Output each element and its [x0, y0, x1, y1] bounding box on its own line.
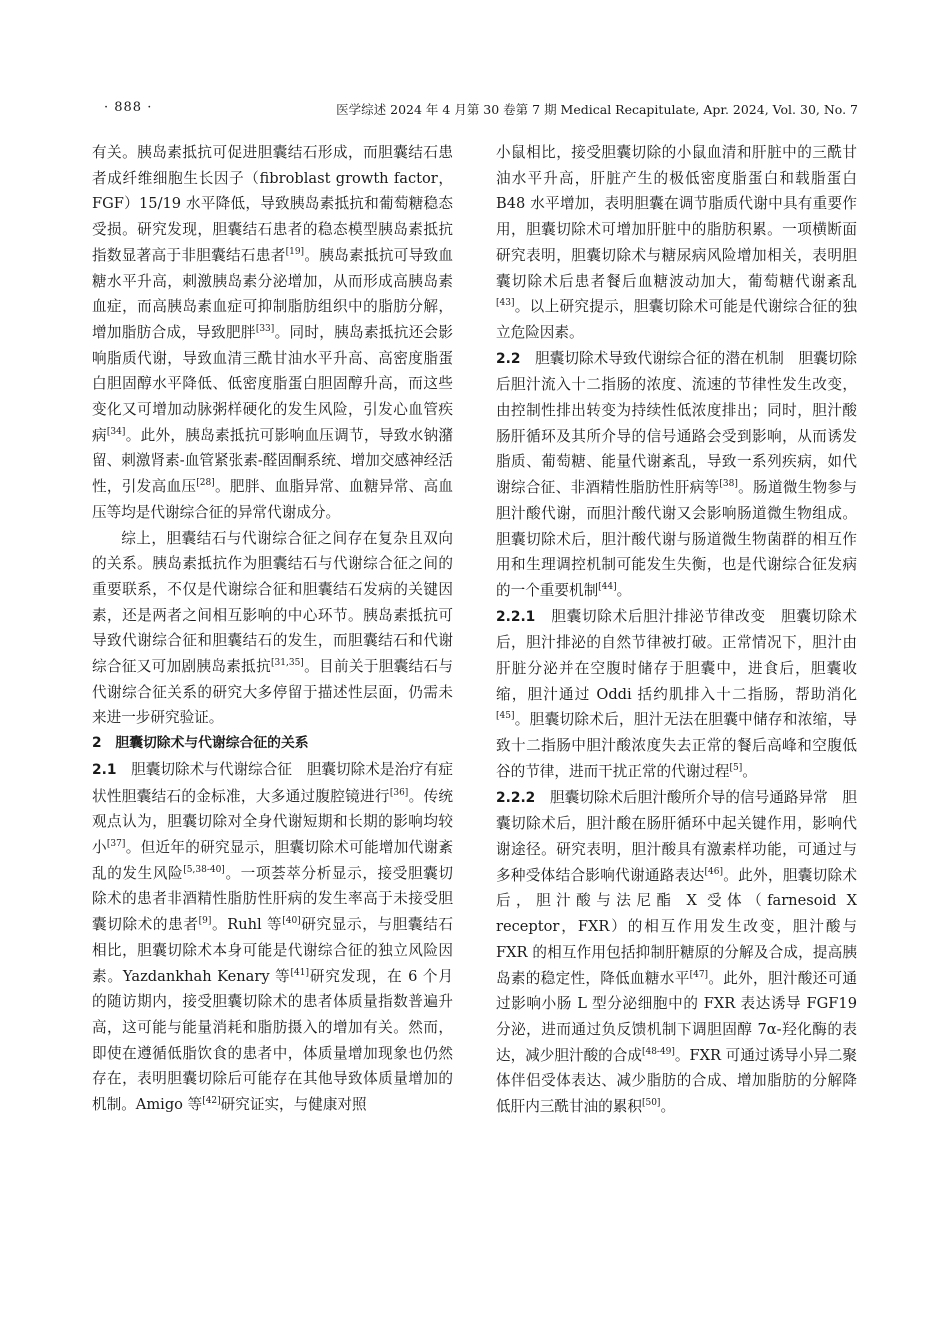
citation[interactable]: [36]: [389, 787, 409, 798]
citation[interactable]: [5,38-40]: [183, 864, 225, 875]
subsection-paragraph: 2.1 胆囊切除术与代谢综合征 胆囊切除术是治疗有症状性胆囊结石的金标准，大多通过腹腔镜进行[36]。传统观点认为，胆囊切除对全身代谢短期和长期的影响均较小[37]。但近年的研究显示，胆囊切除术可能增加代谢紊乱的发生风险[5,38-40]。一项荟萃分析显示，接受胆囊切除术的患者非酒精性脂肪性肝病的发生率高于未接受胆囊切除术的患者[9]。Ruhl 等[40]研究显示，与胆囊结石相比，胆囊切除术本身可能是代谢综合征的独立风险因素。Yazdankhah Kenary 等[41]研究发现，在 6 个月的随访期内，接受胆囊切除术的患者体质量指数普遍升高，这可能与能量消耗和脂肪摄入的增加有关。然而，即使在遵循低脂饮食的患者中，体质量增加现象也仍然存在，表明胆囊切除后可能存在其他导致体质量增加的机制。Amigo 等[42]研究证实，与健康对照: [92, 760, 453, 1114]
citation[interactable]: [42]: [202, 1096, 221, 1107]
subsection-title: 胆囊切除术后胆汁酸所介导的信号通路异常: [549, 788, 828, 806]
running-header: 医学综述 2024 年 4 月第 30 卷第 7 期 Medical Recapitulate, Apr. 2024, Vol. 30, No. 7: [336, 102, 858, 117]
citation[interactable]: [9]: [198, 916, 212, 927]
citation[interactable]: [33]: [255, 324, 275, 335]
left-column: [92, 140, 453, 1118]
citation[interactable]: [44]: [598, 582, 617, 593]
citation[interactable]: [50]: [641, 1098, 661, 1109]
citation[interactable]: [47]: [689, 969, 709, 980]
subsection-number: 2.1: [92, 761, 117, 778]
subsection-title: 胆囊切除术后胆汁排泌节律改变: [551, 607, 766, 625]
subsection-number: 2.2.1: [496, 608, 536, 625]
subsection-paragraph: 2.2.2 胆囊切除术后胆汁酸所介导的信号通路异常 胆囊切除术后，胆汁酸在肠肝循环中起关键作用，影响代谢途径。研究表明，胆汁酸具有激素样功能，可通过与多种受体结合影响代谢通路表达[46]。此外，胆囊切除术后，胆汁酸与法尼酯 X 受体（farnesoid X receptor，FXR）的相互作用发生改变，胆汁酸与 FXR 的相互作用包括抑制肝糖原的分解及合成，提高胰岛素的稳定性，降低血糖水平[47]。此外，胆汁酸还可通过影响小肠 L 型分泌细胞中的 FXR 表达诱导 FGF19 分泌，进而通过负反馈机制下调胆固醇 7α-羟化酶的表达，减少胆汁酸的合成[48-49]。FXR 可通过诱导小异二聚体伴侣受体表达、减少脂肪的合成、增加脂肪的分解降低肝内三酰甘油的累积[50]。: [496, 788, 858, 1116]
citation[interactable]: [31,35]: [271, 658, 304, 669]
subsection-paragraph: 2.2.1 胆囊切除术后胆汁排泌节律改变 胆囊切除术后，胆汁排泌的自然节律被打破。正常情况下，胆汁由肝脏分泌并在空腹时储存于胆囊中，进食后，胆囊收缩，胆汁通过 Oddi 括约肌排入十二指肠，帮助消化[45]。胆囊切除术后，胆汁无法在胆囊中储存和浓缩，导致十二指肠中胆汁酸浓度失去正常的餐后高峰和空腹低谷的节律，进而干扰正常的代谢过程[5]。: [496, 607, 857, 780]
subsection-number: 2.2: [496, 350, 521, 367]
citation[interactable]: [43]: [496, 298, 515, 309]
paragraph: 小鼠相比，接受胆囊切除的小鼠血清和肝脏中的三酰甘油水平升高，肝脏产生的极低密度脂蛋白和载脂蛋白 B48 水平增加，表明胆囊在调节脂质代谢中具有重要作用，胆囊切除术可增加肝脏中的脂肪积累。一项横断面研究表明，胆囊切除术与糖尿病风险增加相关，表明胆囊切除术后患者餐后血糖波动加大，葡萄糖代谢紊乱[43]。以上研究提示，胆囊切除术可能是代谢综合征的独立危险因素。: [496, 144, 857, 341]
paragraph: 综上，胆囊结石与代谢综合征之间存在复杂且双向的关系。胰岛素抵抗作为胆囊结石与代谢综合征之间的重要联系，不仅是代谢综合征和胆囊结石发病的关键因素，还是两者之间相互影响的中心环节。胰岛素抵抗可导致代谢综合征和胆囊结石的发生，而胆囊结石和代谢综合征又可加剧胰岛素抵抗[31,35]。目前关于胆囊结石与代谢综合征关系的研究大多停留于描述性层面，仍需未来进一步研究验证。: [92, 529, 453, 727]
citation[interactable]: [40]: [282, 916, 301, 927]
subsection-title: 胆囊切除术与代谢综合征: [131, 760, 293, 778]
citation[interactable]: [38]: [719, 479, 738, 490]
citation[interactable]: [41]: [290, 967, 310, 978]
citation[interactable]: [37]: [106, 839, 126, 850]
page-number: · 888 ·: [104, 100, 153, 115]
paragraph: 有关。胰岛素抵抗可促进胆囊结石形成，而胆囊结石患者成纤维细胞生长因子（fibroblast growth factor，FGF）15/19 水平降低，导致胰岛素抵抗和葡萄糖稳态受损。研究发现，胆囊结石患者的稳态模型胰岛素抵抗指数显著高于非胆囊结石患者[19]。胰岛素抵抗可导致血糖水平升高，刺激胰岛素分泌增加，从而形成高胰岛素血症，而高胰岛素血症可抑制脂肪组织中的脂肪分解，增加脂肪合成，导致肥胖[33]。同时，胰岛素抵抗还会影响脂质代谢，导致血清三酰甘油水平升高、高密度脂蛋白胆固醇水平降低、低密度脂蛋白胆固醇升高，而这些变化又可增加动脉粥样硬化的发生风险，引发心血管疾病[34]。此外，胰岛素抵抗可影响血压调节，导致水钠潴留、刺激肾素-血管紧张素-醛固酮系统、增加交感神经活性，引发高血压[28]。肥胖、血脂异常、血糖异常、高血压等均是代谢综合征的异常代谢成分。: [92, 144, 453, 521]
citation[interactable]: [28]: [196, 478, 215, 489]
citation[interactable]: [5]: [729, 763, 743, 774]
subsection-number: 2.2.2: [496, 789, 536, 806]
citation[interactable]: [19]: [285, 246, 305, 257]
citation[interactable]: [48-49]: [641, 1046, 675, 1057]
section-heading: 2 胆囊切除术与代谢综合征的关系: [92, 735, 309, 752]
citation[interactable]: [34]: [106, 426, 126, 437]
subsection-paragraph: 2.2 胆囊切除术导致代谢综合征的潜在机制 胆囊切除后胆汁流入十二指肠的浓度、流速的节律性发生改变，由控制性排出转变为持续性低浓度排出；同时，胆汁酸肠肝循环及其所介导的信号通路会受到影响，从而诱发脂质、葡萄糖、能量代谢紊乱，导致一系列疾病，如代谢综合征、非酒精性脂肪性肝病等[38]。肠道微生物参与胆汁酸代谢，而胆汁酸代谢又会影响肠道微生物组成。胆囊切除术后，胆汁酸代谢与肠道微生物菌群的相互作用和生理调控机制可能发生失衡，也是代谢综合征发病的一个重要机制[44]。: [496, 349, 857, 599]
right-column: [496, 140, 857, 1120]
citation[interactable]: [45]: [496, 711, 515, 722]
subsection-title: 胆囊切除术导致代谢综合征的潜在机制: [535, 349, 784, 367]
citation[interactable]: [46]: [704, 866, 723, 877]
